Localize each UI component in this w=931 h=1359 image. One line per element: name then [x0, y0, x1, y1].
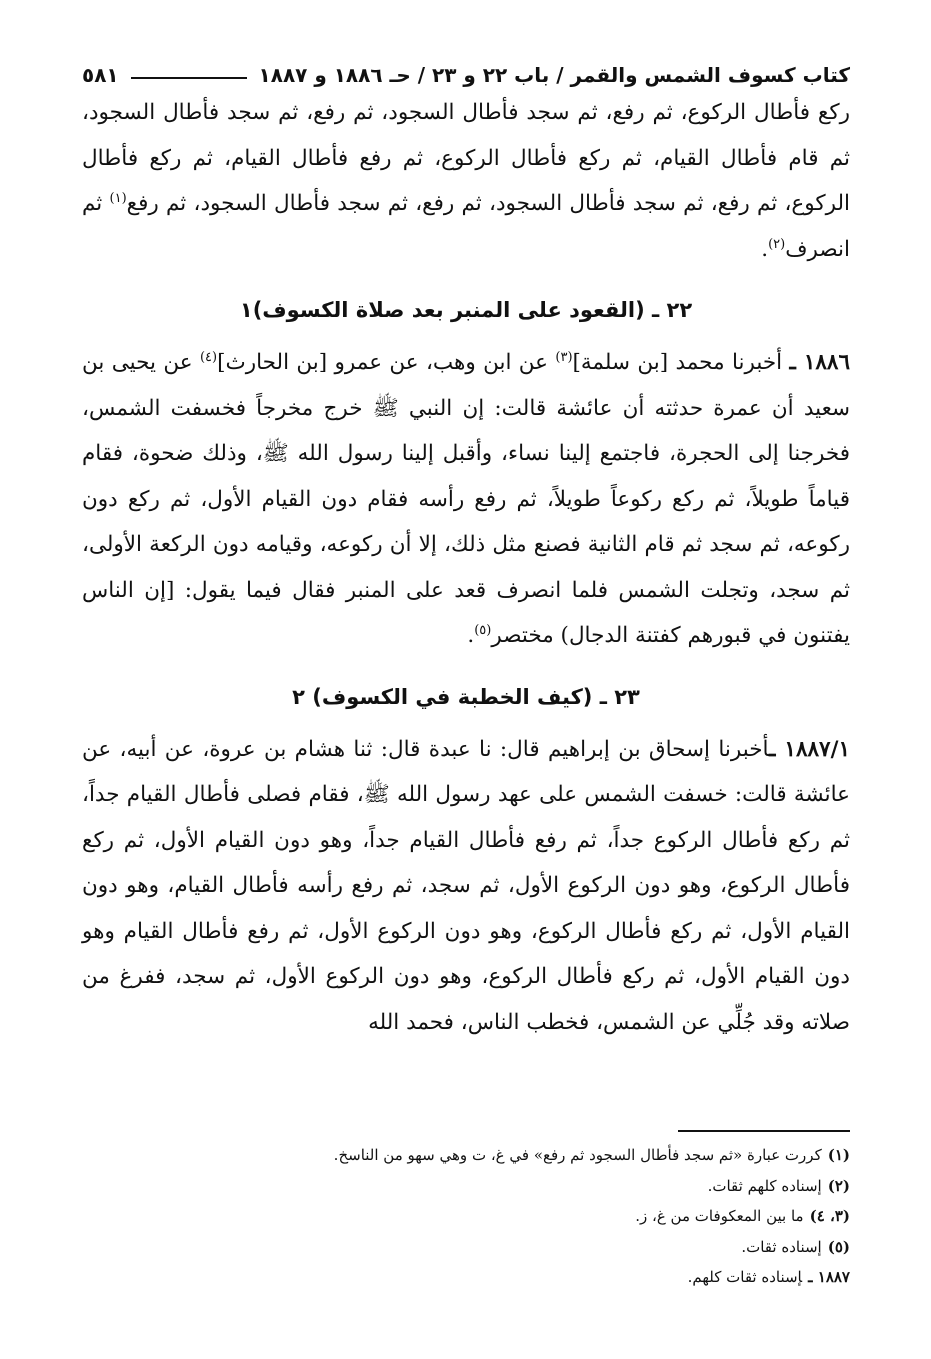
intro-paragraph: [82, 90, 850, 272]
footnote-text: إسناده ثقات كلهم.: [687, 1268, 803, 1286]
section-22-heading: ٢٢ ـ (القعود على المنبر بعد صلاة الكسوف)١: [239, 298, 693, 322]
footnote-ref-2: (٢): [768, 236, 786, 252]
footnote-mark: (٢): [827, 1176, 850, 1195]
header-title: كتاب كسوف الشمس والقمر / باب ٢٢ و ٢٣ / حـ ١٨٨٦ و ١٨٨٧: [258, 63, 850, 87]
footnote-text: إسناده كلهم ثقات.: [707, 1176, 822, 1195]
page-number: ٥٨١: [82, 63, 119, 87]
entry-number-1887: ١٨٨٧/١ ـ: [769, 736, 850, 762]
entry-number-1886: ١٨٨٦ ـ: [789, 350, 851, 375]
footnote-ref-4: (٤): [199, 349, 218, 365]
intro-end: .: [761, 236, 769, 262]
footnote-mark: (٣، ٤): [809, 1207, 850, 1225]
header-rule: [131, 77, 247, 79]
footnote-mark: (٥): [827, 1237, 850, 1256]
footnote-ref-1: (١): [109, 190, 127, 206]
footnote-rule: [678, 1130, 850, 1132]
footnote-3-4: [82, 1201, 850, 1232]
running-header: [82, 60, 850, 90]
footnote-ref-5: (٥): [474, 622, 492, 638]
intro-text: ركع فأطال الركوع، ثم رفع، ثم سجد فأطال السجود، ثم رفع، ثم سجد فأطال السجود، ثم قام فأطال القيام، ثم ركع فأطال الركوع، ثم رفع فأطال القيام، ثم ركع فأطال الركوع، ثم رفع، ثم سجد فأطال السجود، ثم رفع، ثم سجد فأطال السجود، ثم رفع: [82, 100, 850, 216]
footnotes: [82, 1130, 850, 1293]
footnote-1887: [82, 1262, 850, 1293]
intro-mid: ثم انصرف: [82, 191, 850, 262]
footnote-text: ما بين المعكوفات من غ، ز.: [635, 1207, 804, 1225]
section-23-heading: ٢٣ ـ (كيف الخطبة في الكسوف) ٢: [292, 684, 640, 709]
footnote-mark: (١): [827, 1146, 850, 1164]
hadith-1886: [82, 340, 850, 659]
hadith-1887-text: أخبرنا إسحاق بن إبراهيم قال: نا عبدة قال: ثنا هشام بن عروة، عن أبيه، عن عائشة قالت: خسفت الشمس على عهد رسول الله ﷺ، فقام فصلى فأطال القيام جداً، ثم ركع فأطال الركوع جداً، ثم رفع فأطال القيام جداً، وهو دون القيام الأول، ثم ركع فأطال الركوع، وهو دون الركوع الأول، ثم سجد، ثم رفع رأسه فأطال القيام، وهو دون القيام الأول، ثم ركع فأطال الركوع، وهو دون الركوع الأول، ثم رفع فأطال القيام وهو دون القيام الأول، ثم ركع فأطال الركوع، وهو دون الركوع الأول، ثم سجد، ففرغ من صلاته وقد جُلِّي عن الشمس، فخطب الناس، فحمد الله: [82, 736, 850, 1035]
hadith-1887: [82, 727, 850, 1046]
footnote-2: [82, 1171, 850, 1202]
footnote-ref-3: (٣): [555, 349, 573, 365]
footnote-5: [82, 1232, 850, 1263]
footnote-text: كررت عبارة «ثم سجد فأطال السجود ثم رفع» في غ، ت وهي سهو من الناسخ.: [333, 1146, 822, 1164]
footnote-1: [82, 1140, 850, 1171]
hadith-1886-end: .: [467, 623, 475, 648]
hadith-1886-part1: أخبرنا محمد [بن سلمة]: [572, 350, 790, 375]
hadith-1886-part2: عن ابن وهب، عن عمرو [بن الحارث]: [217, 350, 556, 375]
document-page: [82, 60, 850, 1320]
footnote-text: إسناده ثقات.: [741, 1237, 822, 1256]
footnote-mark: ١٨٨٧ ـ: [808, 1268, 850, 1286]
hadith-1886-part3: عن يحيى بن سعيد أن عمرة حدثته أن عائشة قالت: إن النبي ﷺ خرج مخرجاً فخسفت الشمس، فخرجنا إلى الحجرة، فاجتمع إلينا نساء، وأقبل إلينا رسول الله ﷺ، وذلك ضحوة، فقام قياماً طويلاً، ثم ركع ركوعاً طويلاً، ثم رفع رأسه فقام دون القيام الأول، ثم ركع دون ركوعه، ثم سجد ثم قام الثانية فصنع مثل ذلك، إلا أن ركوعه، وقيامه دون الركعة الأولى، ثم سجد، وتجلت الشمس فلما انصرف قعد على المنبر فقال فيما يقول: [إن الناس يفتنون في قبورهم كفتنة الدجال) مختصر: [82, 350, 850, 648]
